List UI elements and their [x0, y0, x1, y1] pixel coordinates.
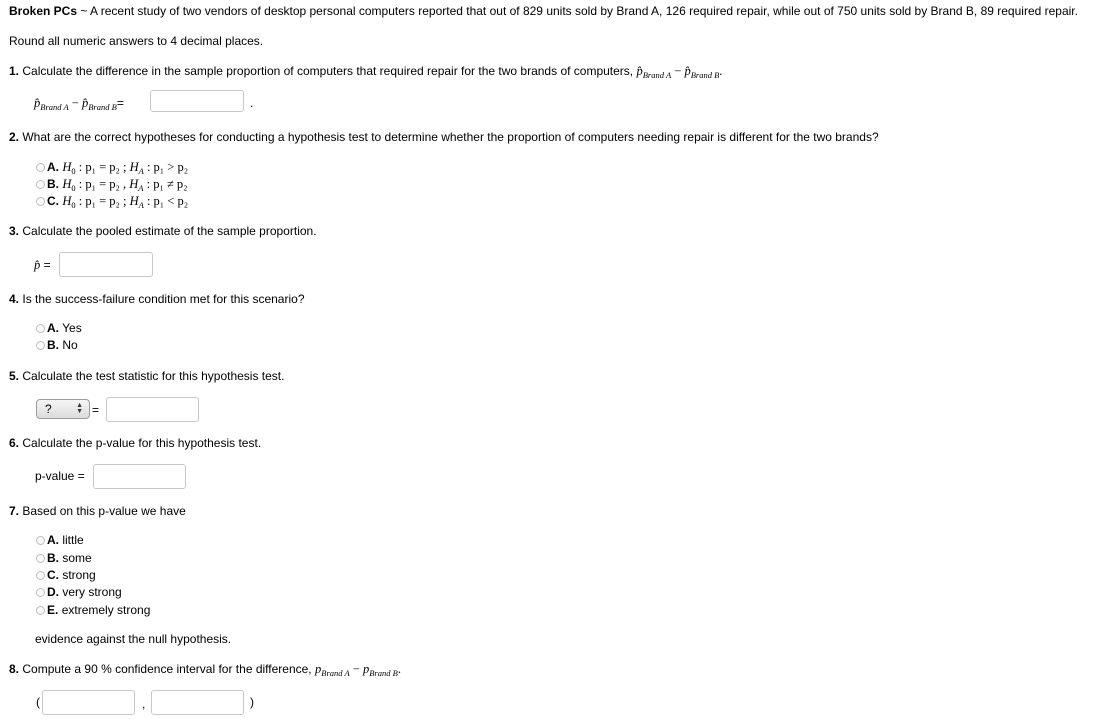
q1-difference-input[interactable]: [150, 90, 244, 112]
test-statistic-input[interactable]: [106, 397, 199, 422]
problem-title: Broken PCs: [9, 4, 78, 18]
ci-open-paren: (: [36, 695, 40, 709]
pooled-estimate-input[interactable]: [59, 252, 153, 277]
radio-button[interactable]: [36, 554, 45, 563]
question-number: 5.: [9, 369, 20, 383]
evidence-followup: evidence against the null hypothesis.: [35, 632, 232, 646]
question-3: [9, 224, 317, 238]
q1-answer-label: $p̂_{Brand A}$ − $p̂_{Brand B}=$: [34, 96, 124, 112]
select-value: ?: [45, 402, 52, 416]
radio-button[interactable]: [36, 606, 45, 615]
evidence-option-a[interactable]: A. little: [36, 533, 84, 547]
problem-text: A recent study of two vendors of desktop personal computers reported that out of 829 units sold by Brand A, 126 required repair, while out of 750 units sold by Brand B, 89 required repair.: [90, 4, 1078, 18]
question-text: Calculate the pooled estimate of the sample proportion.: [22, 224, 317, 238]
population-difference-label: $p_{Brand A} - p_{Brand B}$.: [315, 662, 401, 678]
question-text: Based on this p-value we have: [22, 504, 186, 518]
question-text: Calculate the test statistic for this hypothesis test.: [22, 369, 285, 383]
radio-button[interactable]: [36, 180, 45, 189]
ci-close-paren: ): [250, 695, 254, 709]
test-statistic-select[interactable]: [36, 399, 90, 419]
question-number: 6.: [9, 436, 20, 450]
evidence-option-d[interactable]: D. very strong: [36, 585, 122, 599]
question-1: [9, 64, 722, 80]
question-7: [9, 504, 186, 518]
question-8: [9, 662, 401, 678]
evidence-option-b[interactable]: B. some: [36, 551, 92, 565]
radio-button[interactable]: [36, 324, 45, 333]
question-text: Calculate the difference in the sample proportion of computers that required repair for the two brands of computers,: [22, 64, 634, 78]
question-number: 1.: [9, 64, 20, 78]
hypothesis-option-c[interactable]: C. $H_0$ : p₁ = p₂ ; $H_A$ : p₁ < p₂: [36, 194, 188, 210]
title-separator: ~: [77, 4, 91, 18]
question-text: Compute a 90 % confidence interval for the difference,: [22, 662, 312, 676]
evidence-option-e[interactable]: E. extremely strong: [36, 603, 150, 617]
updown-arrows-icon: ▲ ▼: [76, 402, 83, 415]
radio-button[interactable]: [36, 163, 45, 172]
problem-intro: [9, 4, 1078, 18]
q1-period: .: [250, 96, 254, 110]
question-text: Is the success-failure condition met for this scenario?: [22, 292, 305, 306]
proportion-difference-label: $p̂_{Brand A}$ − $p̂_{Brand B}$.: [636, 64, 723, 80]
p-value-input[interactable]: [93, 464, 186, 489]
round-note: Round all numeric answers to 4 decimal places.: [9, 34, 264, 48]
hypothesis-option-a[interactable]: A. $H_0$ : p₁ = p₂ ; $H_A$ : p₁ > p₂: [36, 160, 188, 176]
question-text: Calculate the p-value for this hypothesis test.: [22, 436, 262, 450]
radio-button[interactable]: [36, 536, 45, 545]
p-value-label: p-value =: [35, 469, 85, 483]
radio-button[interactable]: [36, 588, 45, 597]
question-2: [9, 130, 879, 144]
question-number: 3.: [9, 224, 20, 238]
question-number: 4.: [9, 292, 20, 306]
radio-button[interactable]: [36, 197, 45, 206]
ci-upper-input[interactable]: [151, 690, 244, 715]
question-6: [9, 436, 261, 450]
question-number: 7.: [9, 504, 20, 518]
question-number: 8.: [9, 662, 20, 676]
pooled-label: p̂ =: [34, 258, 51, 272]
question-5: [9, 369, 284, 383]
evidence-option-c[interactable]: C. strong: [36, 568, 96, 582]
radio-button[interactable]: [36, 341, 45, 350]
condition-option-yes[interactable]: A. Yes: [36, 321, 82, 335]
question-number: 2.: [9, 130, 20, 144]
condition-option-no[interactable]: B. No: [36, 338, 78, 352]
ci-lower-input[interactable]: [42, 690, 135, 715]
question-text: What are the correct hypotheses for conducting a hypothesis test to determine whether the proportion of computers needing repair is different for the two brands?: [22, 130, 879, 144]
hypothesis-option-b[interactable]: B. $H_0$ : p₁ = p₂ , $H_A$ : p₁ ≠ p₂: [36, 177, 188, 193]
test-statistic-equals: =: [92, 403, 100, 417]
ci-comma: ,: [142, 697, 146, 711]
question-4: [9, 292, 305, 306]
radio-button[interactable]: [36, 571, 45, 580]
